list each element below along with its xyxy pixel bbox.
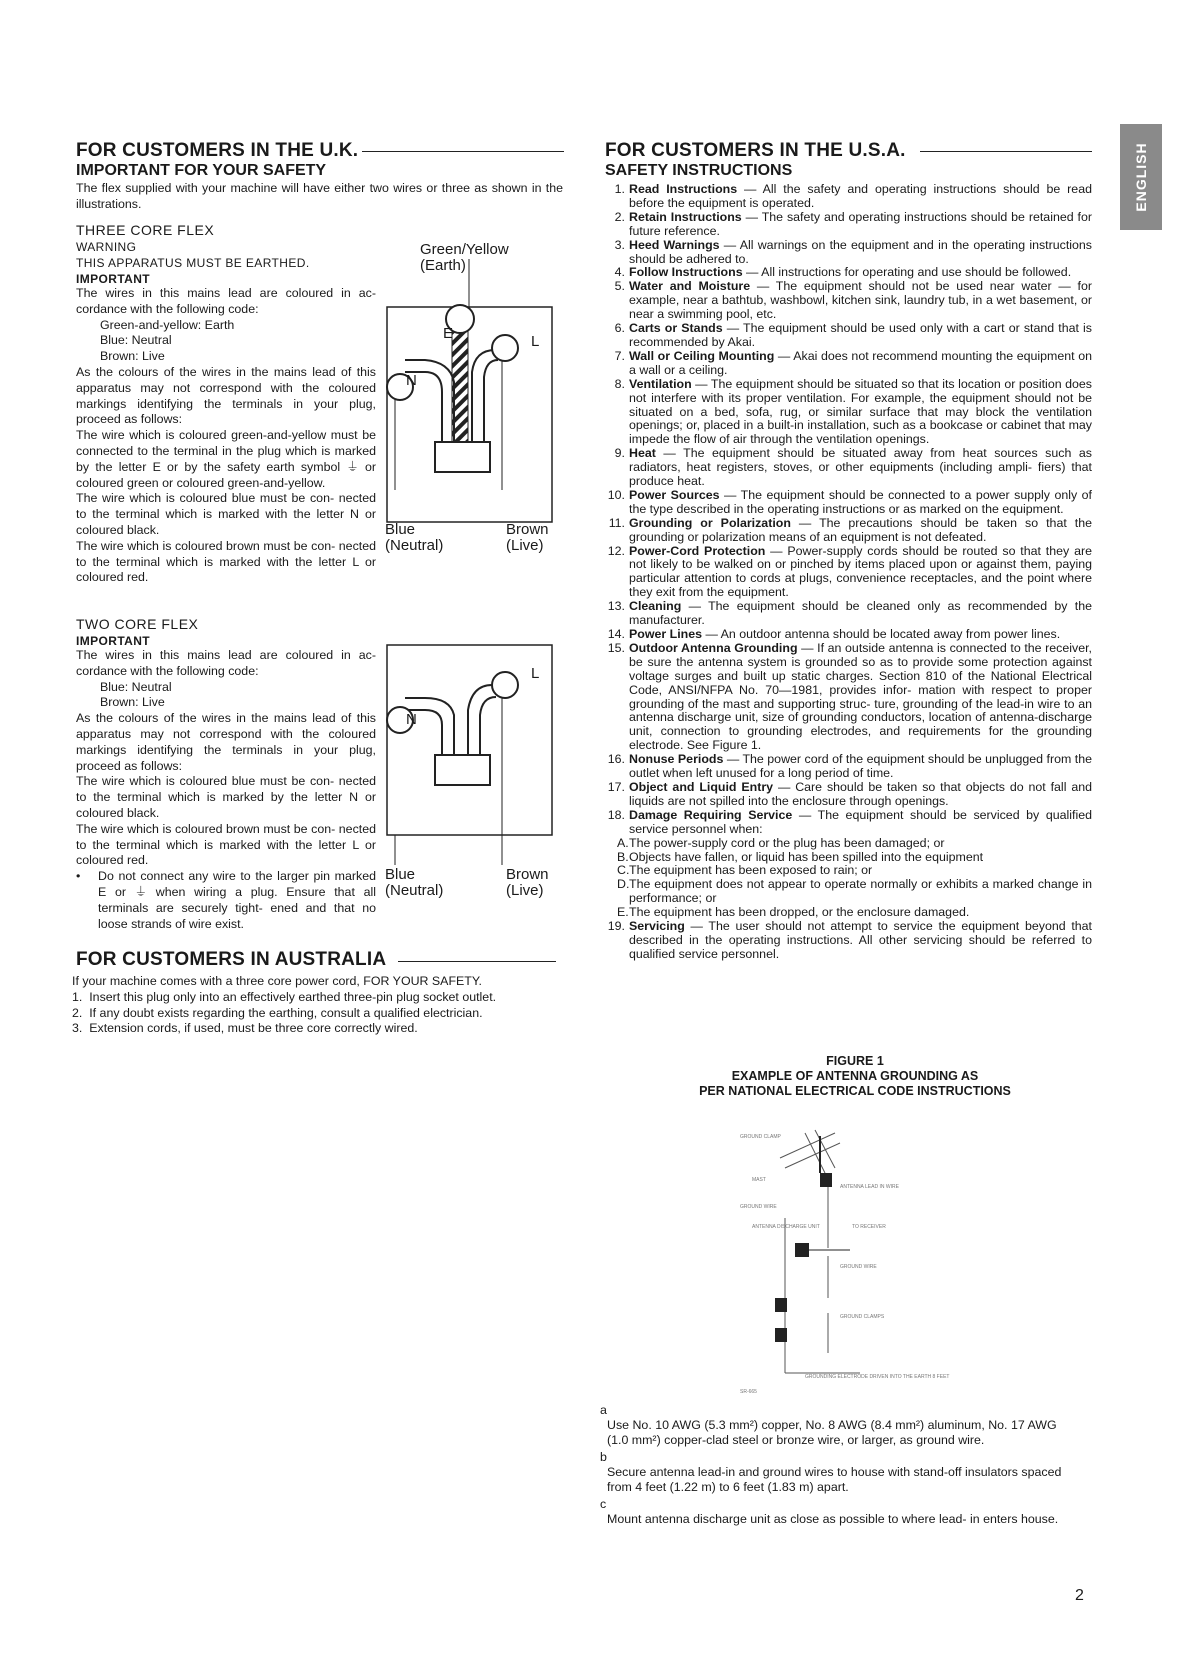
note-text: Secure antenna lead-in and ground wires to house with stand-off insulators spaced from 4 feet (1.22 m) to 6 feet (1.83 m) apart. [607, 1465, 1062, 1494]
usa-instruction-item: 10. Power Sources — The equipment should be connected to a power supply only of the type described in the operating instructions or as marked on the equipment. [607, 487, 1092, 516]
usa-title: FOR CUSTOMERS IN THE U.S.A. [605, 140, 906, 161]
two-core-para: The wire which is coloured brown must be con- nected to the terminal which is marked with the letter L or coloured red. [76, 821, 376, 868]
label-electrode: GROUNDING ELECTRODE DRIVEN INTO THE EARTH 8 FEET [805, 1374, 950, 1380]
note-text: Use No. 10 AWG (5.3 mm²) copper, No. 8 AWG (8.4 mm²) aluminum, No. 17 AWG (1.0 mm²) copper-clad steel or bronze wire, or larger, as ground wire. [607, 1418, 1057, 1447]
three-core-code: Brown: Live [100, 349, 165, 364]
language-tab-label: ENGLISH [1133, 142, 1149, 212]
live-terminal [492, 335, 518, 361]
three-core-para: As the colours of the wires in the mains lead of this apparatus may not correspond with the coloured markings identifying the terminals in your plug, proceed as follows: [76, 364, 376, 427]
label-ground-clamp: GROUND CLAMP [740, 1134, 781, 1140]
usa-damage-subitem: E. The equipment has been dropped, or the enclosure damaged. [617, 905, 970, 920]
bullet-icon: • [76, 869, 81, 884]
usa-instruction-list [605, 183, 1092, 962]
australia-title: FOR CUSTOMERS IN AUSTRALIA [76, 949, 387, 970]
usa-instruction-item: 6. Carts or Stands — The equipment should be used only with a cart or stand that is recommended by Akai. [614, 321, 1092, 349]
label-ground-wire-left: GROUND WIRE [740, 1204, 777, 1210]
usa-title-rule [920, 151, 1092, 152]
label-ground-clamps: GROUND CLAMPS [840, 1314, 885, 1320]
australia-list [72, 974, 496, 1037]
live-terminal [492, 672, 518, 698]
two-core-bullet [76, 869, 376, 932]
usa-damage-subitem: C. The equipment has been exposed to rain; or [617, 863, 873, 878]
three-core-para: The wire which is coloured brown must be con- nected to the terminal which is marked with the letter L or coloured red. [76, 538, 376, 585]
neutral-label: (Neutral) [385, 537, 444, 554]
two-core-para: The wire which is coloured blue must be con- nected to the terminal which is marked by the letter N or coloured black. [76, 774, 376, 820]
three-core-code: Green-and-yellow: Earth [100, 317, 235, 332]
three-core-warning-text: THIS APPARATUS MUST BE EARTHED. [76, 256, 310, 270]
earth-label-line2: (Earth) [420, 257, 466, 274]
three-core-code: Blue: Neutral [100, 333, 172, 348]
usa-instruction-item: 13. Cleaning — The equipment should be cleaned only as recommended by the manufacturer. [607, 599, 1092, 628]
terminal-l-label: L [531, 665, 540, 682]
usa-instruction-item: 2. Retain Instructions — The safety and operating instructions should be retained for future reference. [614, 209, 1093, 238]
usa-subtitle: SAFETY INSTRUCTIONS [605, 162, 793, 179]
australia-title-rule [398, 961, 556, 962]
three-core-text [76, 240, 376, 586]
usa-instruction-item: 16. Nonuse Periods — The power cord of the equipment should be unplugged from the outlet when left unused for a long period of time. [607, 752, 1092, 781]
three-core-code-intro: The wires in this mains lead are coloured in ac- cordance with the following code: [76, 286, 376, 316]
label-discharge-unit: ANTENNA DISCHARGE UNIT [752, 1224, 820, 1230]
usa-damage-subitem: A. The power-supply cord or the plug has been damaged; or [617, 835, 945, 850]
neutral-label: (Neutral) [385, 882, 444, 899]
earth-label-line1: Green/Yellow [420, 241, 509, 258]
usa-instruction-item: 14. Power Lines — An outdoor antenna should be located away from power lines. [607, 627, 1061, 641]
terminal-n-label: N [406, 372, 417, 389]
usa-instruction-item: 8. Ventilation — The equipment should be situated so that its location or position does not interfere with its proper ventilation. For example, the equipment should not be situated on a bed, sofa, rug, or similar surface that may block the ventilation openings; or, placed in a built-in installation, such as a bookcase or cabinet that may impede the flow of air through the ventilation openings. [614, 376, 1092, 447]
usa-instruction-item: 18. Damage Requiring Service — The equipment should be serviced by qualified service personnel when: [607, 807, 1092, 836]
plug-outline [387, 645, 552, 835]
label-antenna-lead: ANTENNA LEAD IN WIRE [840, 1184, 899, 1190]
australia-item: 1. Insert this plug only into an effectively earthed three-pin plug socket outlet. [72, 989, 497, 1004]
label-mast: MAST [752, 1177, 766, 1183]
terminal-n-label: N [406, 711, 417, 728]
uk-subtitle: IMPORTANT FOR YOUR SAFETY [76, 162, 327, 179]
usa-instruction-item: 15. Outdoor Antenna Grounding — If an outside antenna is connected to the receiver, be sure the antenna system is grounded so as to provide some protection against voltage surges and built up static charges. Section 810 of the National Electrical Code, ANSI/NFPA No. 70—1981, provides infor- mation with respect to proper grounding of the mast and supporting struc- ture, grounding of the lead-in wire to an antenna discharge unit, size of grounding conductors, location of antenna-discharge unit, connection to grounding electrodes, and requirements for the grounding electrode. See Figure 1. [607, 640, 1092, 753]
australia-intro: If your machine comes with a three core power cord, FOR YOUR SAFETY. [72, 974, 482, 988]
australia-item: 2. If any doubt exists regarding the earthing, consult a qualified electrician. [72, 1005, 483, 1020]
label-small: SR-665 [740, 1389, 757, 1395]
discharge-unit [795, 1243, 809, 1257]
three-core-para: The wire which is coloured blue must be con- nected to the terminal which is marked with the letter N or coloured black. [76, 491, 376, 537]
live-label: (Live) [506, 882, 544, 899]
figure-caption-line2: EXAMPLE OF ANTENNA GROUNDING AS [731, 1069, 979, 1083]
terminal-e-label: E [443, 325, 454, 342]
usa-instruction-item: 4. Follow Instructions — All instructions for operating and use should be followed. [614, 265, 1072, 280]
antenna-element [785, 1143, 840, 1168]
usa-instruction-item: 12. Power-Cord Protection — Power-supply cords should be routed so that they are not likely to be walked on or pinched by items placed upon or against them, paying particular attention to cords at plugs, convenience receptacles, and the point where they exit from the equipment. [607, 543, 1092, 600]
label-ground-wire-right: GROUND WIRE [840, 1264, 877, 1270]
live-wire-edge [484, 360, 498, 442]
usa-instruction-item: 1. Read Instructions — All the safety and operating instructions should be read before the equipment is operated. [614, 182, 1092, 210]
usa-instruction-item: 3. Heed Warnings — All warnings on the equipment and in the operating instructions should be adhered to. [614, 237, 1092, 266]
live-wire-edge [480, 697, 496, 755]
label-to-receiver: TO RECEIVER [852, 1224, 886, 1230]
antenna-grounding-figure [740, 1128, 950, 1398]
cable-grip [435, 755, 490, 785]
australia-item: 3. Extension cords, if used, must be three core correctly wired. [72, 1021, 418, 1036]
two-core-heading: TWO CORE FLEX [76, 616, 199, 632]
usa-instruction-item: 19. Servicing — The user should not attempt to service the equipment beyond that described in the operating instructions. All other servicing should be referred to qualified service personnel. [607, 919, 1092, 961]
two-core-para: As the colours of the wires in the mains lead of this apparatus may not correspond with the coloured markings identifying the terminals in your plug, proceed as follows: [76, 711, 376, 773]
figure-caption-line1: FIGURE 1 [826, 1054, 884, 1068]
two-core-text [76, 634, 376, 932]
two-core-code: Blue: Neutral [100, 679, 172, 694]
three-core-warning-label: WARNING [76, 240, 137, 254]
uk-title-rule [362, 151, 564, 152]
figure-caption-line3: PER NATIONAL ELECTRICAL CODE INSTRUCTIONS [699, 1084, 1011, 1098]
brown-label: Brown [506, 866, 549, 883]
usa-instruction-item: 7. Wall or Ceiling Mounting — Akai does not recommend mounting the equipment on a wall or a ceiling. [614, 348, 1092, 377]
blue-label: Blue [385, 866, 416, 883]
page-number: 2 [1075, 1587, 1084, 1604]
two-core-plug-diagram [380, 640, 570, 880]
usa-instruction-item: 9. Heat — The equipment should be situated away from heat sources such as radiators, heat registers, stoves, or other equipments (including ampli- fiers) that produce heat. [614, 446, 1092, 489]
three-core-important-label: IMPORTANT [76, 272, 151, 286]
usa-damage-subitem: D. The equipment does not appear to operate normally or exhibits a marked change in performance; or [617, 877, 1092, 906]
three-core-plug-diagram [380, 232, 570, 562]
two-core-code-intro: The wires in this mains lead are coloured in ac- cordance with the following code: [76, 648, 376, 678]
note-letter: a [600, 1403, 607, 1417]
usa-instruction-item: 5. Water and Moisture — The equipment should not be used near water — for example, near a bathtub, washbowl, kitchen sink, laundry tub, in a wet basement, or near a swimming pool, etc. [614, 279, 1092, 322]
antenna-element [815, 1130, 835, 1168]
plug-outline [387, 307, 552, 522]
ground-clamp [775, 1328, 787, 1342]
brown-label: Brown [506, 521, 549, 538]
figure-notes [600, 1403, 1080, 1527]
uk-intro: The flex supplied with your machine will have either two wires or three as shown in the illustrations. [76, 181, 563, 211]
cable-grip [435, 442, 490, 472]
usa-instruction-item: 11. Grounding or Polarization — The precautions should be taken so that the grounding or polarization means of an equipment is not defeated. [608, 515, 1092, 544]
two-core-important-label: IMPORTANT [76, 634, 151, 648]
antenna-element [780, 1133, 835, 1158]
live-label: (Live) [506, 537, 544, 554]
note-letter: c [600, 1497, 607, 1511]
ground-clamp-top [820, 1173, 832, 1187]
three-core-heading: THREE CORE FLEX [76, 222, 215, 238]
usa-instructions [605, 183, 1092, 962]
ground-clamp [775, 1298, 787, 1312]
two-core-bullet-text: Do not connect any wire to the larger pin marked E or ⏚ when wiring a plug. Ensure that all terminals are securely tight- ened and that no loose strands of wire exist. [98, 869, 376, 931]
figure-caption [650, 1054, 1060, 1099]
three-core-para: The wire which is coloured green-and-yellow must be connected to the terminal in the plug which is marked by the letter E or by the safety earth symbol ⏚ or coloured green or coloured green-and-yellow. [76, 428, 376, 490]
uk-title: FOR CUSTOMERS IN THE U.K. [76, 140, 359, 161]
blue-label: Blue [385, 521, 416, 538]
terminal-l-label: L [531, 333, 540, 350]
usa-damage-subitem: B. Objects have fallen, or liquid has been spilled into the equipment [617, 849, 984, 864]
note-letter: b [600, 1450, 607, 1464]
note-text: Mount antenna discharge unit as close as possible to where lead- in enters house. [607, 1512, 1059, 1526]
language-tab [1120, 124, 1162, 230]
two-core-code: Brown: Live [100, 695, 165, 710]
usa-instruction-item: 17. Object and Liquid Entry — Care should be taken so that objects do not fall and liquids are not spilled into the enclosure through openings. [607, 779, 1092, 808]
